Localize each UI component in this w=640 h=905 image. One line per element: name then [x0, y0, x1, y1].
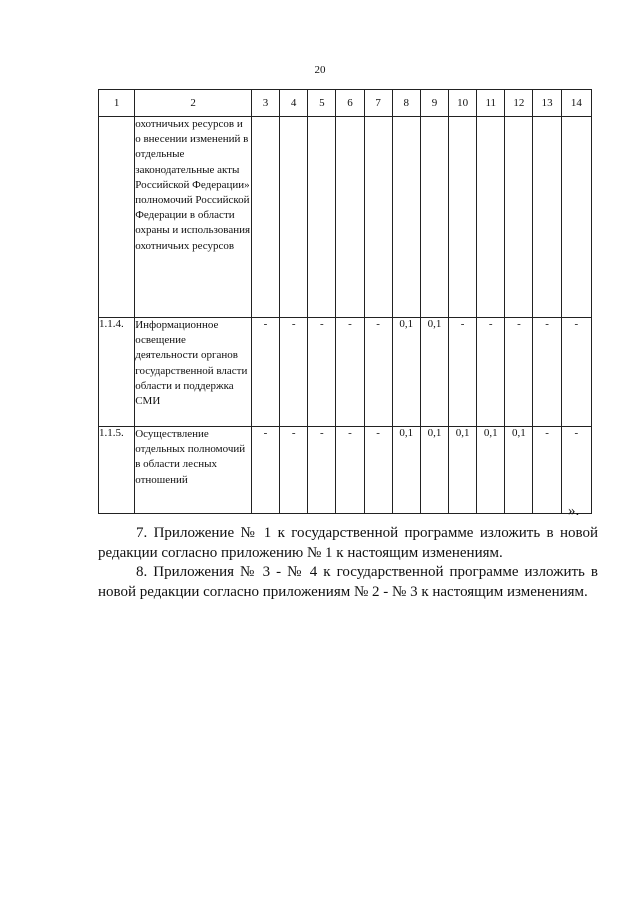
- column-header: 9: [420, 90, 448, 117]
- value-cell: -: [561, 427, 591, 514]
- program-table: [98, 89, 592, 514]
- value-cell: -: [505, 318, 533, 427]
- value-cell: 0,1: [392, 427, 420, 514]
- value-cell: 0,1: [477, 427, 505, 514]
- table-row: [99, 318, 592, 427]
- value-cell: [477, 117, 505, 318]
- value-cell: -: [449, 318, 477, 427]
- column-header: 10: [449, 90, 477, 117]
- value-cell: -: [477, 318, 505, 427]
- row-number: [99, 117, 135, 318]
- column-header: 12: [505, 90, 533, 117]
- value-cell: [561, 117, 591, 318]
- value-cell: [420, 117, 448, 318]
- column-header: 3: [251, 90, 279, 117]
- value-cell: -: [364, 318, 392, 427]
- column-header: 5: [308, 90, 336, 117]
- value-cell: -: [336, 318, 364, 427]
- column-header: 4: [280, 90, 308, 117]
- value-cell: -: [308, 318, 336, 427]
- row-name: Осуществление отдельных полномочий в области лесных отношений: [135, 427, 252, 514]
- column-header: 6: [336, 90, 364, 117]
- value-cell: -: [251, 427, 279, 514]
- value-cell: 0,1: [420, 427, 448, 514]
- value-cell: [280, 117, 308, 318]
- column-header: 14: [561, 90, 591, 117]
- value-cell: 0,1: [505, 427, 533, 514]
- value-cell: [392, 117, 420, 318]
- column-header: 13: [533, 90, 561, 117]
- value-cell: [505, 117, 533, 318]
- value-cell: 0,1: [420, 318, 448, 427]
- value-cell: [251, 117, 279, 318]
- table-row: [99, 117, 592, 318]
- value-cell: [308, 117, 336, 318]
- row-number: 1.1.5.: [99, 427, 135, 514]
- value-cell: -: [364, 427, 392, 514]
- value-cell: [449, 117, 477, 318]
- closing-quote: ».: [568, 503, 580, 519]
- amendment-paragraph-7: 7. Приложение № 1 к государственной программе изложить в новой редакции согласно приложению № 1 к настоящим изменениям.: [98, 525, 598, 561]
- table-header-row: [99, 90, 592, 117]
- column-header: 11: [477, 90, 505, 117]
- value-cell: 0,1: [392, 318, 420, 427]
- value-cell: -: [251, 318, 279, 427]
- value-cell: 0,1: [449, 427, 477, 514]
- column-header: 8: [392, 90, 420, 117]
- value-cell: [336, 117, 364, 318]
- value-cell: -: [533, 318, 561, 427]
- row-name: охотничьих ресурсов и о внесении изменений в отдельные законодательные акты Российской Федерации» полномочий Российской Федерации в области охраны и использования охотничьих ресурсов: [135, 117, 252, 318]
- value-cell: -: [336, 427, 364, 514]
- column-header: 1: [99, 90, 135, 117]
- column-header: 2: [135, 90, 252, 117]
- column-header: 7: [364, 90, 392, 117]
- value-cell: [533, 117, 561, 318]
- page-number: 20: [314, 64, 326, 76]
- table-row: [99, 427, 592, 514]
- row-number: 1.1.4.: [99, 318, 135, 427]
- amendment-paragraph-8: 8. Приложения № 3 - № 4 к государственной программе изложить в новой редакции согласно приложениям № 2 - № 3 к настоящим изменениям.: [98, 564, 598, 600]
- value-cell: -: [280, 318, 308, 427]
- value-cell: -: [533, 427, 561, 514]
- value-cell: [364, 117, 392, 318]
- value-cell: -: [561, 318, 591, 427]
- row-name: Информационное освещение деятельности органов государственной власти области и поддержка СМИ: [135, 318, 252, 427]
- value-cell: -: [280, 427, 308, 514]
- value-cell: -: [308, 427, 336, 514]
